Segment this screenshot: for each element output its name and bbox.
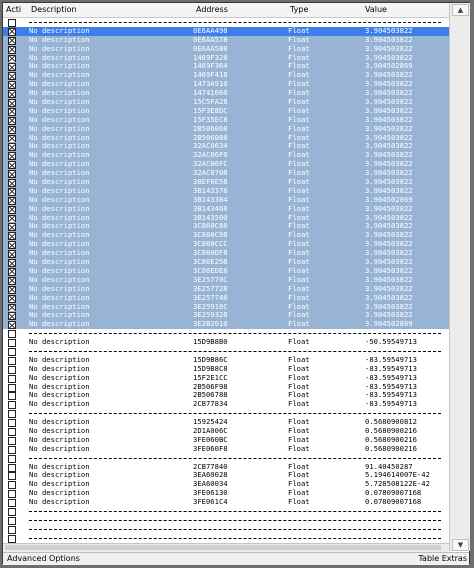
header-address[interactable]: Address — [196, 5, 228, 14]
type-cell: Float — [288, 123, 310, 133]
cheat-table-window — [2, 2, 470, 564]
value-cell: 3.904503822 — [365, 185, 413, 195]
separator-row[interactable] — [3, 534, 449, 543]
active-checkbox[interactable] — [8, 339, 16, 347]
value-cell: -83.59549713 — [365, 399, 417, 409]
description-cell: No description — [29, 177, 90, 187]
description-cell: No description — [29, 337, 90, 347]
address-cell: 2D1A006C — [193, 425, 228, 435]
type-cell: Float — [288, 337, 310, 347]
active-checkbox[interactable] — [8, 321, 16, 329]
value-cell: 3.904503822 — [365, 34, 413, 44]
type-cell: Float — [288, 203, 310, 213]
type-cell: Float — [288, 301, 310, 311]
value-cell: 3.904503822 — [365, 132, 413, 142]
address-cell: 3C860DF8 — [193, 248, 228, 258]
address-cell: 0E6AA578 — [193, 34, 228, 44]
address-cell: 2CB77840 — [193, 461, 228, 471]
active-checkbox[interactable] — [8, 499, 16, 507]
description-cell: No description — [29, 417, 90, 427]
description-cell: No description — [29, 265, 90, 275]
active-checkbox[interactable] — [8, 143, 16, 151]
type-cell: Float — [288, 265, 310, 275]
value-cell: 3.904503822 — [365, 274, 413, 284]
type-cell: Float — [288, 239, 310, 249]
value-cell: 3.904503822 — [365, 141, 413, 151]
active-checkbox[interactable] — [8, 117, 16, 125]
description-cell: No description — [29, 159, 90, 169]
active-checkbox[interactable] — [8, 108, 16, 116]
type-cell: Float — [288, 292, 310, 302]
value-cell: 5.728508122E-42 — [365, 479, 430, 489]
active-checkbox[interactable] — [8, 161, 16, 169]
value-cell: 3.904503822 — [365, 310, 413, 320]
value-cell: 3.904503822 — [365, 230, 413, 240]
active-checkbox[interactable] — [8, 446, 16, 454]
active-checkbox[interactable] — [8, 259, 16, 267]
address-cell: 1469F364 — [193, 61, 228, 71]
description-cell: No description — [29, 372, 90, 382]
description-cell: No description — [29, 310, 90, 320]
active-checkbox[interactable] — [8, 357, 16, 365]
address-cell: 32AC06FC — [193, 159, 228, 169]
separator-line — [29, 538, 441, 539]
value-cell: 3.904503822 — [365, 168, 413, 178]
table-row[interactable] — [3, 498, 449, 507]
description-cell: No description — [29, 239, 90, 249]
active-checkbox[interactable] — [8, 197, 16, 205]
description-cell: No description — [29, 425, 90, 435]
table-header — [3, 3, 449, 18]
address-cell: 15F3E8DC — [193, 105, 228, 115]
active-checkbox[interactable] — [8, 490, 16, 498]
type-cell: Float — [288, 168, 310, 178]
description-cell: No description — [29, 97, 90, 107]
address-cell: 2B506068 — [193, 123, 228, 133]
active-checkbox[interactable] — [8, 304, 16, 312]
description-cell: No description — [29, 257, 90, 267]
separator-row[interactable] — [3, 525, 449, 534]
active-checkbox[interactable] — [8, 312, 16, 320]
value-cell: 3.904503822 — [365, 105, 413, 115]
type-cell: Float — [288, 372, 310, 382]
value-cell: -83.59549713 — [365, 381, 417, 391]
active-checkbox[interactable] — [8, 46, 16, 54]
description-cell: No description — [29, 25, 90, 35]
address-cell: 32AC0634 — [193, 141, 228, 151]
type-cell: Float — [288, 43, 310, 53]
description-cell: No description — [29, 203, 90, 213]
description-cell: No description — [29, 248, 90, 258]
address-cell: 0E6AA498 — [193, 25, 228, 35]
description-cell: No description — [29, 443, 90, 453]
active-checkbox[interactable] — [8, 126, 16, 134]
address-cell: 3E259328 — [193, 310, 228, 320]
separator-row[interactable] — [3, 507, 449, 516]
active-checkbox[interactable] — [8, 19, 16, 27]
type-cell: Float — [288, 114, 310, 124]
type-cell: Float — [288, 461, 310, 471]
active-checkbox[interactable] — [8, 410, 16, 418]
type-cell: Float — [288, 97, 310, 107]
address-cell: 15D9B86C — [193, 354, 228, 364]
value-cell: 3.904503822 — [365, 292, 413, 302]
description-cell: No description — [29, 488, 90, 498]
value-cell: -83.59549713 — [365, 363, 417, 373]
active-checkbox[interactable] — [8, 348, 16, 356]
description-cell: No description — [29, 114, 90, 124]
type-cell: Float — [288, 443, 310, 453]
address-cell: 1469F328 — [193, 52, 228, 62]
address-cell: 15D9B8C8 — [193, 363, 228, 373]
value-cell: 0.5680900216 — [365, 425, 417, 435]
type-cell: Float — [288, 283, 310, 293]
value-cell: 3.904503822 — [365, 88, 413, 98]
description-cell: No description — [29, 479, 90, 489]
value-cell: 3.904503822 — [365, 70, 413, 80]
type-cell: Float — [288, 425, 310, 435]
address-cell: 3EA60034 — [193, 479, 228, 489]
active-checkbox[interactable] — [8, 55, 16, 63]
description-cell: No description — [29, 230, 90, 240]
description-cell: No description — [29, 105, 90, 115]
address-cell: 3FE06130 — [193, 488, 228, 498]
value-cell: 3.904503822 — [365, 159, 413, 169]
active-checkbox[interactable] — [8, 188, 16, 196]
type-cell: Float — [288, 185, 310, 195]
address-cell: 2B506088 — [193, 132, 228, 142]
value-cell: -50.59549713 — [365, 337, 417, 347]
type-cell: Float — [288, 274, 310, 284]
active-checkbox[interactable] — [8, 517, 16, 525]
type-cell: Float — [288, 230, 310, 240]
value-cell: 3.904503822 — [365, 212, 413, 222]
header-type[interactable]: Type — [290, 5, 309, 14]
type-cell: Float — [288, 257, 310, 267]
value-cell: -83.59549713 — [365, 354, 417, 364]
address-cell: 2CB77834 — [193, 399, 228, 409]
value-cell: 3.904502869 — [365, 319, 413, 329]
description-cell: No description — [29, 79, 90, 89]
type-cell: Float — [288, 470, 310, 480]
active-checkbox[interactable] — [8, 135, 16, 143]
description-cell: No description — [29, 470, 90, 480]
value-cell: 3.904503822 — [365, 239, 413, 249]
active-checkbox[interactable] — [8, 223, 16, 231]
separator-line — [29, 458, 441, 459]
type-cell: Float — [288, 434, 310, 444]
address-cell: 3E257728 — [193, 283, 228, 293]
address-cell: 3FE060F8 — [193, 443, 228, 453]
address-cell: 15C5FA28 — [193, 97, 228, 107]
type-cell: Float — [288, 150, 310, 160]
active-checkbox[interactable] — [8, 455, 16, 463]
active-checkbox[interactable] — [8, 419, 16, 427]
type-cell: Float — [288, 479, 310, 489]
active-checkbox[interactable] — [8, 170, 16, 178]
description-cell: No description — [29, 319, 90, 329]
type-cell: Float — [288, 132, 310, 142]
header-value[interactable]: Value — [365, 5, 387, 14]
address-cell: 3FE060BC — [193, 434, 228, 444]
address-cell: 0E6AA588 — [193, 43, 228, 53]
active-checkbox[interactable] — [8, 366, 16, 374]
type-cell: Float — [288, 88, 310, 98]
value-cell: 3.904503822 — [365, 79, 413, 89]
description-cell: No description — [29, 434, 90, 444]
active-checkbox[interactable] — [8, 72, 16, 80]
description-cell: No description — [29, 61, 90, 71]
active-checkbox[interactable] — [8, 206, 16, 214]
table-row[interactable] — [3, 445, 449, 454]
value-cell: 3.904503822 — [365, 52, 413, 62]
type-cell: Float — [288, 310, 310, 320]
active-checkbox[interactable] — [8, 179, 16, 187]
type-cell: Float — [288, 319, 310, 329]
separator-line — [29, 333, 441, 334]
address-cell: 3E25910C — [193, 301, 228, 311]
arrow-up-icon[interactable]: ▲ — [452, 4, 469, 16]
type-cell: Float — [288, 363, 310, 373]
description-cell: No description — [29, 88, 90, 98]
type-cell: Float — [288, 34, 310, 44]
address-cell: 14741060 — [193, 88, 228, 98]
address-cell: 15925424 — [193, 417, 228, 427]
type-cell: Float — [288, 497, 310, 507]
description-cell: No description — [29, 461, 90, 471]
description-cell: No description — [29, 185, 90, 195]
separator-line — [29, 511, 441, 512]
active-checkbox[interactable] — [8, 152, 16, 160]
description-cell: No description — [29, 34, 90, 44]
address-cell: 32AC0708 — [193, 168, 228, 178]
description-cell: No description — [29, 52, 90, 62]
value-cell: 3.904503822 — [365, 221, 413, 231]
address-cell: 3B143378 — [193, 185, 228, 195]
value-cell: 3.904503822 — [365, 177, 413, 187]
value-cell: 3.904503822 — [365, 123, 413, 133]
separator-line — [29, 351, 441, 352]
arrow-down-icon[interactable]: ▼ — [452, 539, 469, 551]
description-cell: No description — [29, 150, 90, 160]
active-checkbox[interactable] — [8, 81, 16, 89]
address-cell: 3C860CCC — [193, 239, 228, 249]
value-cell: 5.194614007E-42 — [365, 470, 430, 480]
address-cell: 1473A910 — [193, 79, 228, 89]
value-cell: -83.59549713 — [365, 390, 417, 400]
value-cell: -83.59549713 — [365, 372, 417, 382]
description-cell: No description — [29, 292, 90, 302]
active-checkbox[interactable] — [8, 375, 16, 383]
footer-bar — [3, 552, 469, 565]
description-cell: No description — [29, 43, 90, 53]
active-checkbox[interactable] — [8, 268, 16, 276]
type-cell: Float — [288, 212, 310, 222]
value-cell: 0.07809007168 — [365, 488, 422, 498]
separator-line — [29, 529, 441, 530]
active-checkbox[interactable] — [8, 37, 16, 45]
description-cell: No description — [29, 301, 90, 311]
value-cell: 0.5680900216 — [365, 443, 417, 453]
address-cell: 3E2B2010 — [193, 319, 228, 329]
value-cell: 0.5680900216 — [365, 434, 417, 444]
type-cell: Float — [288, 390, 310, 400]
address-cell: 3B143468 — [193, 203, 228, 213]
description-cell: No description — [29, 381, 90, 391]
type-cell: Float — [288, 354, 310, 364]
active-checkbox[interactable] — [8, 90, 16, 98]
active-checkbox[interactable] — [8, 277, 16, 285]
advanced-options-button[interactable]: Advanced Options — [7, 554, 80, 563]
description-cell: No description — [29, 123, 90, 133]
separator-line — [29, 22, 441, 23]
type-cell: Float — [288, 177, 310, 187]
active-checkbox[interactable] — [8, 330, 16, 338]
type-cell: Float — [288, 159, 310, 169]
address-cell: 32AC06F0 — [193, 150, 228, 160]
type-cell: Float — [288, 105, 310, 115]
active-checkbox[interactable] — [8, 508, 16, 516]
address-cell: 15F2E1CC — [193, 372, 228, 382]
active-checkbox[interactable] — [8, 63, 16, 71]
value-cell: 0.5680900812 — [365, 417, 417, 427]
vertical-scrollbar[interactable] — [449, 3, 470, 551]
table-row[interactable] — [3, 320, 449, 329]
separator-row[interactable] — [3, 516, 449, 525]
active-checkbox[interactable] — [8, 428, 16, 436]
address-cell: 3B143384 — [193, 194, 228, 204]
separator-line — [29, 413, 441, 414]
active-checkbox[interactable] — [8, 535, 16, 543]
active-checkbox[interactable] — [8, 28, 16, 36]
value-cell: 3.904503822 — [365, 257, 413, 267]
address-cell: 2B506788 — [193, 390, 228, 400]
value-cell: 3.904503822 — [365, 265, 413, 275]
table-extras-button[interactable]: Table Extras — [418, 554, 467, 563]
description-cell: No description — [29, 390, 90, 400]
value-cell: 91.40450287 — [365, 461, 413, 471]
type-cell: Float — [288, 25, 310, 35]
description-cell: No description — [29, 132, 90, 142]
active-checkbox[interactable] — [8, 392, 16, 400]
value-cell: 3.904503822 — [365, 43, 413, 53]
active-checkbox[interactable] — [8, 384, 16, 392]
address-list — [3, 18, 449, 551]
description-cell: No description — [29, 283, 90, 293]
table-row[interactable] — [3, 400, 449, 409]
value-cell: 3.904503822 — [365, 283, 413, 293]
active-checkbox[interactable] — [8, 526, 16, 534]
address-cell: 3E25770C — [193, 274, 228, 284]
type-cell: Float — [288, 248, 310, 258]
description-cell: No description — [29, 212, 90, 222]
active-checkbox[interactable] — [8, 437, 16, 445]
description-cell: No description — [29, 168, 90, 178]
value-cell: 3.904503822 — [365, 114, 413, 124]
description-cell: No description — [29, 221, 90, 231]
address-cell: 3B143500 — [193, 212, 228, 222]
value-cell: 3.904502869 — [365, 61, 413, 71]
address-cell: 15F35EC8 — [193, 114, 228, 124]
description-cell: No description — [29, 399, 90, 409]
description-cell: No description — [29, 354, 90, 364]
value-cell: 3.904503822 — [365, 97, 413, 107]
address-cell: 3E257748 — [193, 292, 228, 302]
description-cell: No description — [29, 363, 90, 373]
address-cell: 15D9B8B0 — [193, 337, 228, 347]
active-checkbox[interactable] — [8, 481, 16, 489]
separator-line — [29, 520, 441, 521]
scrollbar-thumb[interactable] — [5, 545, 441, 550]
value-cell: 3.904502869 — [365, 194, 413, 204]
address-cell: 3C86E258 — [193, 257, 228, 267]
type-cell: Float — [288, 52, 310, 62]
active-checkbox[interactable] — [8, 464, 16, 472]
address-cell: 3C86EDE8 — [193, 265, 228, 275]
header-active[interactable]: Acti — [6, 5, 22, 14]
active-checkbox[interactable] — [8, 472, 16, 480]
value-cell: 3.904503822 — [365, 301, 413, 311]
value-cell: 3.904503822 — [365, 150, 413, 160]
address-cell: 38EF6E58 — [193, 177, 228, 187]
type-cell: Float — [288, 194, 310, 204]
description-cell: No description — [29, 70, 90, 80]
active-checkbox[interactable] — [8, 286, 16, 294]
active-checkbox[interactable] — [8, 250, 16, 258]
type-cell: Float — [288, 221, 310, 231]
horizontal-scrollbar[interactable] — [3, 543, 449, 552]
value-cell: 3.904503822 — [365, 203, 413, 213]
value-cell: 3.904503822 — [365, 25, 413, 35]
address-cell: 1469F418 — [193, 70, 228, 80]
type-cell: Float — [288, 417, 310, 427]
description-cell: No description — [29, 274, 90, 284]
address-cell: 3C860C98 — [193, 230, 228, 240]
address-cell: 3EA60028 — [193, 470, 228, 480]
value-cell: 3.904503822 — [365, 248, 413, 258]
table-row[interactable] — [3, 338, 449, 347]
address-cell: 3C860C88 — [193, 221, 228, 231]
type-cell: Float — [288, 488, 310, 498]
active-checkbox[interactable] — [8, 232, 16, 240]
active-checkbox[interactable] — [8, 215, 16, 223]
header-description[interactable]: Description — [31, 5, 77, 14]
type-cell: Float — [288, 399, 310, 409]
address-cell: 3FE061C4 — [193, 497, 228, 507]
type-cell: Float — [288, 381, 310, 391]
type-cell: Float — [288, 79, 310, 89]
description-cell: No description — [29, 141, 90, 151]
type-cell: Float — [288, 141, 310, 151]
active-checkbox[interactable] — [8, 241, 16, 249]
value-cell: 0.07809007168 — [365, 497, 422, 507]
active-checkbox[interactable] — [8, 295, 16, 303]
type-cell: Float — [288, 61, 310, 71]
description-cell: No description — [29, 497, 90, 507]
address-cell: 2B506F98 — [193, 381, 228, 391]
active-checkbox[interactable] — [8, 99, 16, 107]
description-cell: No description — [29, 194, 90, 204]
active-checkbox[interactable] — [8, 401, 16, 409]
type-cell: Float — [288, 70, 310, 80]
